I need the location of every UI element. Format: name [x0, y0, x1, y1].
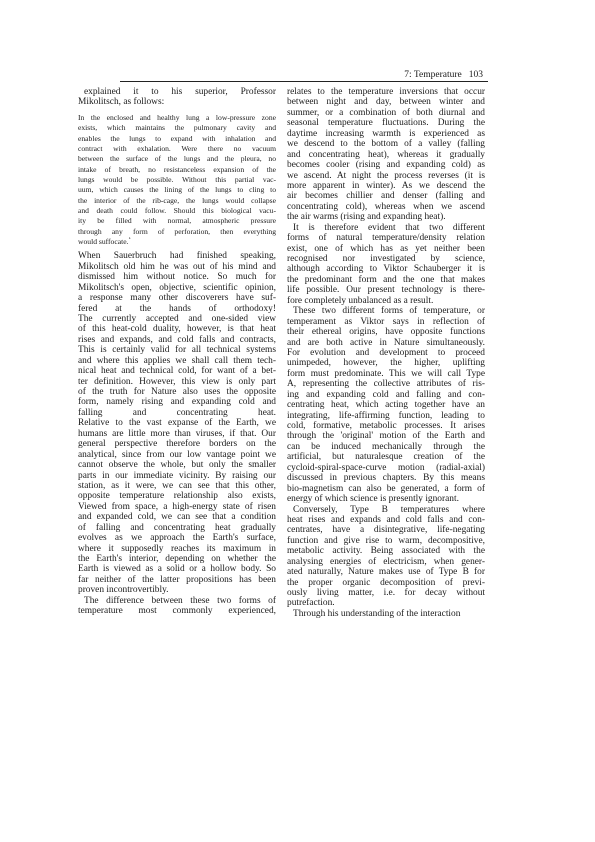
- text-line: falling and concentrating heat.: [78, 407, 276, 418]
- text-line: Viewed from space, a high-energy state of risen: [78, 501, 276, 512]
- text-line: energy of which science is presently ignorant.: [287, 494, 459, 505]
- text-line: heat rises and expands and cold falls and con-: [287, 514, 485, 525]
- text-line: cycloid-spiral-space-curve motion (radial-axial): [287, 462, 485, 473]
- text-line: and are both active in Nature simultaneously.: [287, 337, 485, 348]
- text-line: forms of natural temperature/density relation: [287, 233, 485, 244]
- text-line: uum, which causes the lining of the lungs to cling to: [78, 185, 276, 195]
- text-line: ity be filled with normal, atmospheric pressure: [78, 216, 276, 226]
- text-line: These two different forms of temperature, or: [293, 306, 485, 317]
- text-line: Mikolitsch old him he was out of his mind and: [78, 261, 276, 272]
- text-line: bio-magnetism can also be generated, a form of: [287, 483, 485, 494]
- text-line: and concentrating heat), whereas it gradually: [287, 149, 485, 160]
- text-line: For evolution and development to proceed: [287, 347, 485, 358]
- right-body-text: [287, 87, 485, 619]
- text-line: we ascend. At night the process reverses (it is: [287, 170, 485, 181]
- text-line: recognised nor investigated by science,: [287, 254, 485, 264]
- text-line: can be induced mechanically through the: [287, 441, 485, 452]
- text-line: nical heat and technical cold, for want of a bet-: [78, 366, 276, 377]
- text-line: evolves as we approach the Earth's surface,: [78, 533, 276, 544]
- text-line: station, as it were, we can see that this other,: [78, 480, 276, 491]
- text-line: Through his understanding of the interaction: [293, 608, 461, 619]
- text-line: between night and day, between winter and: [287, 97, 485, 108]
- text-line: a response many other discoverers have suf-: [78, 293, 276, 304]
- text-line: centrating heat, which acting together have an: [287, 400, 485, 411]
- text-line: fore completely unbalanced as a result.: [287, 295, 434, 306]
- text-line: temperament as Viktor says in reflection of: [287, 316, 485, 327]
- text-line: It is therefore evident that two different: [293, 222, 485, 233]
- text-line: metabolic activity. Being associated with the: [287, 546, 485, 557]
- block-quote: [78, 113, 276, 247]
- text-line: the Earth's interior, depending on whether the: [78, 554, 276, 565]
- text-line: temperature most commonly experienced,: [78, 606, 276, 617]
- text-line: far neither of the latter propositions has been: [78, 574, 276, 585]
- text-line: unimpeded, however, the higher, uplifting: [287, 358, 485, 369]
- text-line: ated naturally, Nature makes use of Type B for: [287, 567, 485, 578]
- text-line: fered at the hands of orthodoxy!: [78, 303, 276, 314]
- text-line: centrates, have a disintegrative, life-negating: [287, 525, 485, 536]
- text-line: air becomes chillier and denser (falling and: [287, 191, 485, 202]
- text-line: where it supposedly reaches its maximum in: [78, 543, 276, 554]
- text-line: form must predominate. This we will call Type: [287, 368, 485, 379]
- text-line: exists, which maintains the pulmonary cavity and: [78, 123, 276, 133]
- text-line: explained it to his superior, Professor: [84, 87, 276, 97]
- text-line: This is certainly valid for all technical systems: [78, 345, 276, 356]
- text-line: concentrating cold), whereas when we ascend: [287, 201, 485, 212]
- left-column: [78, 87, 276, 617]
- text-line: through any form of perforation, then everything: [78, 226, 276, 236]
- text-line: putrefaction.: [287, 598, 335, 609]
- text-line: we descend to the bottom of a valley (falling: [287, 139, 485, 150]
- text-line: their ethereal origins, have opposite functions: [287, 327, 485, 338]
- text-line: Conversely, Type B temperatures where: [293, 504, 485, 515]
- text-line: ter definition. However, this view is only part: [78, 376, 276, 387]
- text-line: A, representing the collective attributes of ris-: [287, 379, 485, 390]
- text-line: ously living matter, i.e. for decay without: [287, 588, 485, 598]
- page-number: 103: [468, 70, 483, 80]
- right-column: [287, 87, 485, 619]
- text-line: In the enclosed and healthy lung a low-pressure zone: [78, 112, 276, 122]
- text-line: cold, formative, metabolic processes. It arises: [287, 421, 485, 431]
- text-line: and where this applies we shall call them tech-: [78, 355, 276, 366]
- text-line: enables the lungs to expand with inhalation and: [78, 133, 276, 143]
- text-line: daytime increasing warmth is experienced as: [287, 128, 485, 139]
- text-line: When Sauerbruch had finished speaking,: [78, 251, 276, 262]
- footnote-marker[interactable]: 1: [128, 237, 131, 241]
- text-line: through the 'original' motion of the Earth and: [287, 431, 485, 442]
- text-line: opposite temperature relationship also exists,: [78, 491, 276, 502]
- text-line: Mikolitsch's open, objective, scientific opinion,: [78, 282, 276, 293]
- text-line: The currently accepted and one-sided view: [78, 313, 276, 324]
- text-line: the interior of the rib-cage, the lungs would collapse: [78, 195, 276, 205]
- text-line: the proper organic decomposition of previ-: [287, 577, 485, 588]
- text-line: proven incontrovertibly.: [78, 585, 169, 596]
- text-line: integrating, life-affirming function, leading to: [287, 410, 485, 421]
- text-line: between the surface of the lungs and the pleura, no: [78, 154, 276, 164]
- text-line: becomes cooler (rising and expanding cold) as: [287, 160, 485, 171]
- text-line: seasonal temperature fluctuations. During the: [287, 118, 485, 129]
- text-line: ing and expanding cold and falling and con-: [287, 389, 485, 400]
- text-line: humans are little more than viruses, if that. Our: [78, 428, 276, 439]
- text-line: of this heat-cold duality, however, is that heat: [78, 324, 276, 335]
- text-line: relates to the temperature inversions that occur: [287, 87, 485, 97]
- text-line: and expanded cold, we can see that a condition: [78, 512, 276, 523]
- text-line: the predominant form and the one that makes: [287, 274, 485, 285]
- text-line: discussed in previous chapters. By this means: [287, 473, 485, 484]
- text-line: life possible. Our present technology is there-: [287, 285, 485, 296]
- text-line: of the truth for Nature also uses the opposite: [78, 387, 276, 398]
- running-head: [404, 70, 483, 80]
- header-rule: [120, 81, 488, 82]
- text-line: dismissed him without notice. So much for: [78, 272, 276, 283]
- text-line: summer, or a combination of both diurnal and: [287, 107, 485, 118]
- text-line: parts in our immediate vicinity. By raising our: [78, 470, 276, 481]
- text-line: of falling and concentrating heat gradually: [78, 522, 276, 533]
- text-line: Relative to the vast expanse of the Earth, we: [78, 418, 276, 429]
- text-line: the air warms (rising and expanding heat).: [287, 212, 446, 223]
- text-line: function and give rise to warm, decompositive,: [287, 535, 485, 546]
- chapter-title: 7: Temperature: [404, 70, 462, 80]
- text-line: cannot observe the whole, but only the smaller: [78, 460, 276, 471]
- text-line: Earth is viewed as a solid or a hollow body. So: [78, 564, 276, 575]
- text-line: intake of breath, no resistanceless expansion of the: [78, 164, 276, 174]
- text-line: analysing energies of electricism, when gener-: [287, 556, 485, 567]
- text-line: The difference between these two forms of: [84, 595, 276, 606]
- left-body-text: [78, 251, 276, 616]
- text-line: lungs would be possible. Without this partial vac-: [78, 174, 276, 184]
- text-line: form, namely rising and expanding cold and: [78, 397, 276, 408]
- text-line: analytical, since from our low vantage point we: [78, 449, 276, 460]
- text-line: rises and expands, and cold falls and contracts,: [78, 334, 276, 345]
- text-line: although according to Viktor Schauberger it is: [287, 264, 485, 275]
- text-line: and death could follow. Should this biological vacu-: [78, 205, 276, 215]
- text-line: would suffocate.$^1$: [78, 237, 131, 246]
- text-line: exist, one of which has as yet neither been: [287, 243, 485, 254]
- text-line: Mikolitsch, as follows:: [78, 97, 165, 108]
- text-line: general perspective therefore borders on the: [78, 439, 276, 450]
- text-line: artificial, but naturalesque creation of the: [287, 452, 485, 463]
- left-intro-paragraph: [78, 87, 276, 108]
- text-line: more apparent in winter). As we descend the: [287, 180, 485, 191]
- text-line: contract with exhalation. Were there no vacuum: [78, 143, 276, 153]
